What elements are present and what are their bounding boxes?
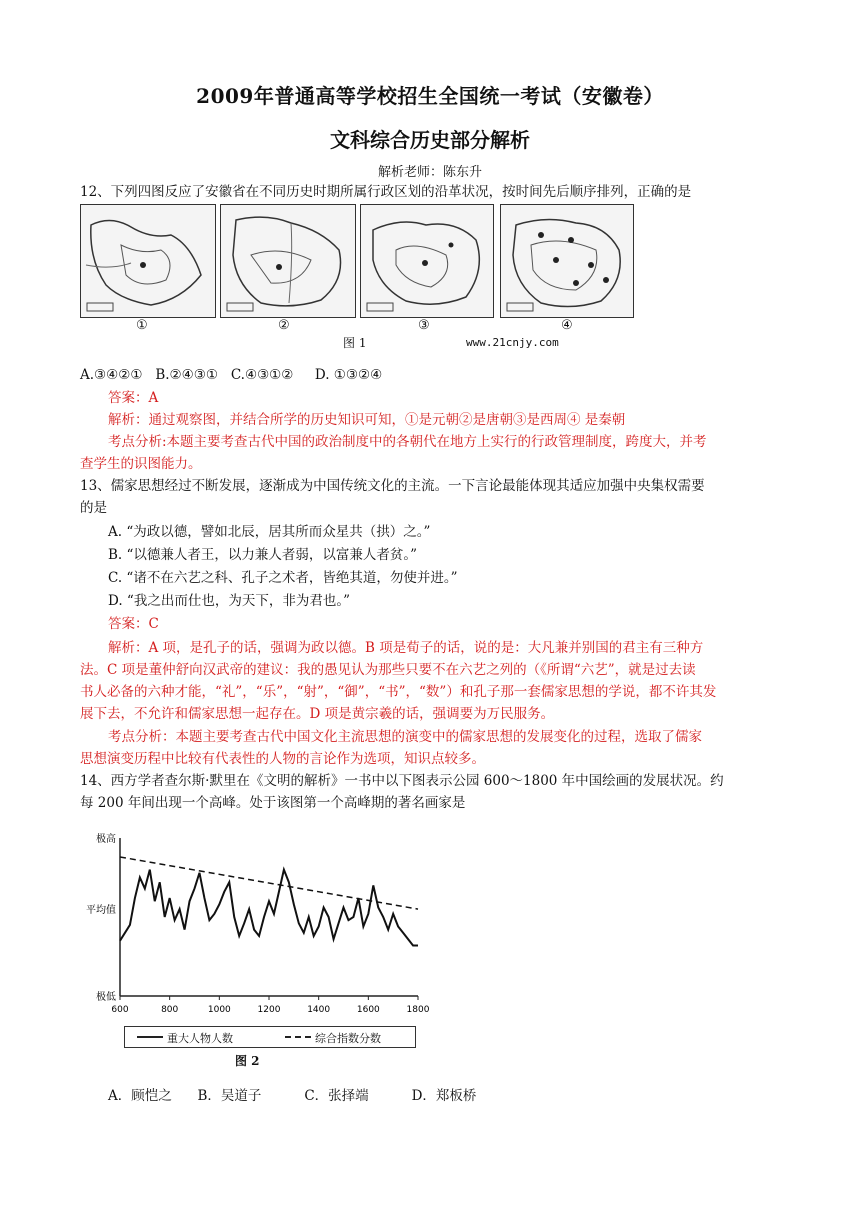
watermark-text: www.21cnjy.com bbox=[466, 336, 559, 349]
q12-option-a: A.③④②① bbox=[80, 367, 143, 383]
x-tick-label: 1600 bbox=[356, 1005, 380, 1015]
y-tick-label: 极高 bbox=[96, 834, 116, 845]
q14-option-d: D．郑板桥 bbox=[411, 1088, 477, 1104]
map-number-4: ④ bbox=[561, 318, 573, 333]
q13-option-b: B. “以德兼人者王，以力兼人者弱，以富兼人者贫。” bbox=[108, 547, 418, 563]
q13-point-line1: 考点分析：本题主要考查古代中国文化主流思想的演变中的儒家思想的发展变化的过程，选取了儒家 bbox=[108, 729, 702, 745]
map-number-2: ② bbox=[278, 318, 290, 333]
map-1 bbox=[80, 204, 216, 318]
legend-series-1: 重大人物人数 bbox=[167, 1032, 233, 1045]
x-tick-label: 1800 bbox=[406, 1005, 430, 1015]
x-tick-label: 1400 bbox=[307, 1005, 331, 1015]
document-subtitle: 文科综合历史部分解析 bbox=[330, 128, 530, 152]
x-tick-label: 1200 bbox=[257, 1005, 281, 1015]
q13-stem-line2: 的是 bbox=[80, 500, 107, 516]
map-1-drawing bbox=[81, 205, 215, 317]
q12-option-c: C.④③①② bbox=[230, 367, 294, 383]
q14-stem-line1: 14、西方学者查尔斯·默里在《文明的解析》一书中以下图表示公园 600～1800 年中国绘画的发展状况。约 bbox=[80, 773, 724, 789]
q12-analysis: 解析：通过观察图，并结合所学的历史知识可知，①是元朝②是唐朝③是西周④ 是秦朝 bbox=[108, 412, 626, 428]
x-tick-label: 600 bbox=[111, 1005, 129, 1015]
map-3 bbox=[360, 204, 494, 318]
figure-1-label: 图 1 bbox=[343, 336, 367, 350]
q12-stem: 12、下列四图反应了安徽省在不同历史时期所属行政区划的沿革状况，按时间先后顺序排列，正确的是 bbox=[80, 184, 692, 200]
q12-point-line1: 考点分析:本题主要考查古代中国的政治制度中的各朝代在地方上实行的行政管理制度，跨度大，并考 bbox=[108, 434, 707, 450]
map-3-drawing bbox=[361, 205, 493, 317]
q14-option-c: C．张择端 bbox=[304, 1088, 369, 1104]
q13-point-line2: 思想演变历程中比较有代表性的人物的言论作为选项，知识点较多。 bbox=[80, 751, 485, 767]
map-4-drawing bbox=[501, 205, 633, 317]
q12-answer: 答案：A bbox=[108, 390, 159, 406]
q14-stem-line2: 每 200 年间出现一个高峰。处于该图第一个高峰期的著名画家是 bbox=[80, 795, 466, 811]
q12-options bbox=[80, 366, 382, 384]
legend-series-2: 综合指数分数 bbox=[315, 1032, 381, 1045]
q13-answer: 答案：C bbox=[108, 616, 159, 632]
q13-stem-line1: 13、儒家思想经过不断发展，逐渐成为中国传统文化的主流。一下言论最能体现其适应加强中央集权需要 bbox=[80, 478, 705, 494]
series-line-1 bbox=[120, 870, 418, 946]
q12-point-line2: 查学生的识图能力。 bbox=[80, 456, 202, 472]
legend-dashed-swatch bbox=[285, 1036, 311, 1038]
q12-option-d: D. ①③②④ bbox=[314, 367, 383, 383]
q14-option-a: A．顾恺之 bbox=[108, 1088, 172, 1104]
legend-solid-swatch bbox=[137, 1036, 163, 1038]
q13-option-c: C. “诸不在六艺之科、孔子之术者，皆绝其道，勿使并进。” bbox=[108, 570, 458, 586]
q13-analysis-line2: 法。C 项是董仲舒向汉武帝的建议：我的愚见认为那些只要不在六艺之列的（《所谓“六艺”，就是过去读 bbox=[80, 662, 696, 678]
y-tick-label: 极低 bbox=[96, 992, 116, 1003]
q13-analysis-line1: 解析：A 项，是孔子的话，强调为政以德。B 项是荀子的话，说的是：大凡兼并别国的君主有三种方 bbox=[108, 640, 704, 656]
q14-option-b: B．吴道子 bbox=[197, 1088, 262, 1104]
q13-analysis-line4: 展下去，不允许和儒家思想一起存在。D 项是黄宗羲的话，强调要为万民服务。 bbox=[80, 706, 555, 722]
q14-options bbox=[108, 1087, 476, 1105]
map-2-drawing bbox=[221, 205, 355, 317]
map-number-1: ① bbox=[136, 318, 148, 333]
q13-option-d: D. “我之出而仕也，为天下，非为君也。” bbox=[108, 593, 350, 609]
q13-option-a: A. “为政以德，譬如北辰，居其所而众星共（拱）之。” bbox=[108, 524, 431, 540]
document-title: 2009年普通高等学校招生全国统一考试（安徽卷） bbox=[196, 84, 664, 108]
map-number-3: ③ bbox=[418, 318, 430, 333]
y-tick-label: 平均值 bbox=[86, 905, 116, 917]
figure-2-label: 图 2 bbox=[235, 1054, 260, 1068]
map-2 bbox=[220, 204, 356, 318]
x-tick-label: 800 bbox=[161, 1005, 179, 1015]
map-4 bbox=[500, 204, 634, 318]
q12-option-b: B.②④③① bbox=[155, 367, 218, 383]
x-tick-label: 1000 bbox=[207, 1005, 231, 1015]
q13-analysis-line3: 书人必备的六种才能，“礼”，“乐”，“射”，“御”，“书”，“数”）和孔子那一套儒家思想的学说，都不许其发 bbox=[80, 684, 717, 700]
author-line: 解析老师：陈东升 bbox=[377, 165, 482, 180]
chart-legend bbox=[124, 1026, 416, 1048]
